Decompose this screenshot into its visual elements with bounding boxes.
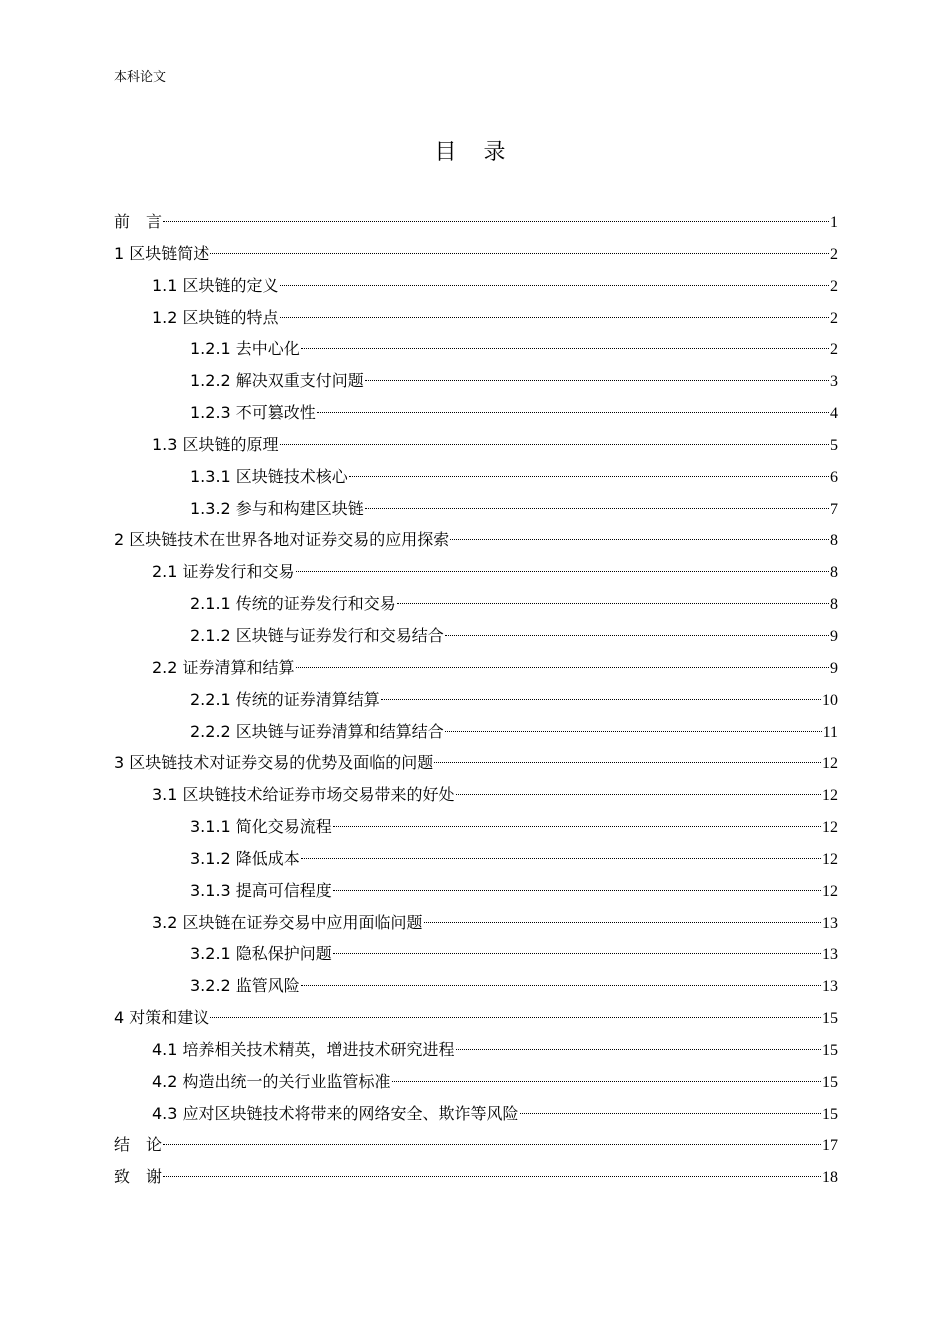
dot-leader — [163, 221, 829, 222]
dot-leader — [296, 667, 829, 668]
toc-entry-page-number: 15 — [822, 1010, 838, 1028]
page-header: 本科论文 — [114, 70, 167, 85]
dot-leader — [301, 348, 829, 349]
toc-entry-page-number: 3 — [830, 373, 838, 391]
toc-entry-page-number: 6 — [830, 468, 838, 486]
toc-entry[interactable] — [114, 524, 838, 556]
page-title: 目 录 — [434, 140, 516, 165]
toc-entry-label: 3.1.3 提高可信程度 — [190, 880, 332, 900]
toc-entry-label: 致 谢 — [114, 1167, 163, 1187]
toc-entry[interactable] — [114, 493, 838, 525]
toc-entry-label: 前 言 — [114, 212, 163, 231]
toc-entry-page-number: 13 — [822, 914, 838, 932]
toc-entry[interactable] — [114, 843, 838, 875]
toc-entry[interactable] — [114, 1002, 838, 1034]
toc-entry[interactable] — [114, 652, 838, 684]
dot-leader — [296, 571, 829, 572]
dot-leader — [456, 1049, 821, 1050]
toc-entry-label: 2.1.1 传统的证券发行和交易 — [190, 594, 396, 614]
toc-entry-label: 1.2.2 解决双重支付问题 — [190, 371, 364, 391]
toc-entry-page-number: 2 — [830, 309, 838, 327]
toc-entry-page-number: 4 — [830, 405, 838, 423]
dot-leader — [445, 635, 829, 636]
toc-entry-label: 3.1 区块链技术给证券市场交易带来的好处 — [152, 785, 455, 805]
toc-entry-label: 1 区块链简述 — [114, 243, 210, 263]
toc-entry-label: 4.3 应对区块链技术将带来的网络安全、欺诈等风险 — [152, 1103, 519, 1123]
toc-entry[interactable] — [114, 1098, 838, 1130]
dot-leader — [163, 1176, 821, 1177]
toc-entry-label: 4 对策和建议 — [114, 1008, 210, 1028]
dot-leader — [210, 1017, 821, 1018]
toc-entry-label: 2.1 证券发行和交易 — [152, 562, 295, 582]
toc-entry-label: 3.2.1 隐私保护问题 — [190, 944, 332, 964]
toc-entry-page-number: 10 — [822, 691, 838, 709]
dot-leader — [333, 826, 821, 827]
toc-entry-page-number: 9 — [830, 659, 838, 677]
toc-entry[interactable] — [114, 907, 838, 939]
toc-entry-label: 4.1 培养相关技术精英，增进技术研究进程 — [152, 1039, 455, 1059]
dot-leader — [333, 953, 821, 954]
toc-entry-label: 1.3.2 参与和构建区块链 — [190, 498, 364, 518]
toc-entry-page-number: 12 — [822, 755, 838, 773]
toc-entry[interactable] — [114, 1066, 838, 1098]
toc-entry-label: 2.2.1 传统的证券清算结算 — [190, 689, 380, 709]
dot-leader — [349, 476, 829, 477]
toc-entry[interactable] — [114, 397, 838, 429]
toc-entry-page-number: 11 — [822, 723, 838, 741]
dot-leader — [301, 858, 821, 859]
toc-entry-label: 结 论 — [114, 1135, 163, 1155]
toc-entry[interactable] — [114, 588, 838, 620]
toc-entry-page-number: 13 — [822, 978, 838, 996]
toc-entry[interactable] — [114, 556, 838, 588]
toc-entry[interactable] — [114, 302, 838, 334]
dot-leader — [210, 253, 829, 254]
toc-entry[interactable] — [114, 238, 838, 270]
dot-leader — [365, 508, 829, 509]
toc-entry[interactable] — [114, 684, 838, 716]
toc-entry-page-number: 7 — [830, 500, 838, 518]
toc-entry-page-number: 9 — [830, 627, 838, 645]
toc-entry[interactable] — [114, 747, 838, 779]
toc-entry-page-number: 15 — [822, 1073, 838, 1091]
toc-entry-label: 4.2 构造出统一的关行业监管标准 — [152, 1071, 391, 1091]
toc-entry-page-number: 8 — [830, 532, 838, 550]
toc-entry-page-number: 2 — [830, 245, 838, 263]
toc-entry-label: 3.1.1 简化交易流程 — [190, 817, 332, 837]
toc-entry-label: 1.3.1 区块链技术核心 — [190, 466, 348, 486]
toc-entry[interactable] — [114, 970, 838, 1002]
toc-entry-label: 3.1.2 降低成本 — [190, 848, 300, 868]
toc-entry[interactable] — [114, 875, 838, 907]
toc-entry[interactable] — [114, 461, 838, 493]
toc-entry-label: 3.2 区块链在证券交易中应用面临问题 — [152, 912, 423, 932]
toc-entry-label: 1.3 区块链的原理 — [152, 434, 279, 454]
toc-entry-label: 1.2 区块链的特点 — [152, 307, 279, 327]
toc-entry[interactable] — [114, 206, 838, 238]
toc-entry-label: 1.2.3 不可篡改性 — [190, 403, 316, 423]
toc-entry[interactable] — [114, 1129, 838, 1161]
toc-entry[interactable] — [114, 779, 838, 811]
toc-entry-label: 2.2 证券清算和结算 — [152, 657, 295, 677]
toc-entry-page-number: 17 — [822, 1137, 838, 1155]
toc-entry-label: 3.2.2 监管风险 — [190, 976, 300, 996]
dot-leader — [301, 985, 821, 986]
toc-entry[interactable] — [114, 938, 838, 970]
toc-entry-label: 3 区块链技术对证券交易的优势及面临的问题 — [114, 753, 434, 773]
dot-leader — [392, 1081, 821, 1082]
toc-entry-page-number: 12 — [822, 850, 838, 868]
toc-entry[interactable] — [114, 365, 838, 397]
toc-entry-page-number: 1 — [830, 214, 838, 231]
toc-entry-page-number: 12 — [822, 882, 838, 900]
dot-leader — [397, 603, 829, 604]
toc-entry-page-number: 8 — [830, 596, 838, 614]
toc-entry-label: 2 区块链技术在世界各地对证券交易的应用探索 — [114, 530, 450, 550]
toc-entry[interactable] — [114, 1034, 838, 1066]
toc-entry[interactable] — [114, 716, 838, 748]
toc-entry-label: 1.2.1 去中心化 — [190, 339, 300, 359]
dot-leader — [163, 1144, 821, 1145]
dot-leader — [280, 285, 829, 286]
dot-leader — [365, 380, 829, 381]
toc-entry-label: 2.2.2 区块链与证券清算和结算结合 — [190, 721, 444, 741]
dot-leader — [456, 794, 821, 795]
dot-leader — [450, 539, 829, 540]
dot-leader — [424, 922, 821, 923]
dot-leader — [333, 890, 821, 891]
dot-leader — [317, 412, 829, 413]
dot-leader — [434, 762, 821, 763]
toc-entry-page-number: 13 — [822, 946, 838, 964]
toc-entry-page-number: 15 — [822, 1105, 838, 1123]
toc-entry-label: 2.1.2 区块链与证券发行和交易结合 — [190, 625, 444, 645]
toc-entry[interactable] — [114, 811, 838, 843]
dot-leader — [520, 1113, 821, 1114]
toc-entry-page-number: 15 — [822, 1041, 838, 1059]
dot-leader — [280, 444, 829, 445]
toc-entry[interactable] — [114, 333, 838, 365]
toc-entry[interactable] — [114, 1161, 838, 1193]
toc-entry-label: 1.1 区块链的定义 — [152, 275, 279, 295]
toc-entry-page-number: 8 — [830, 564, 838, 582]
toc-entry-page-number: 12 — [822, 787, 838, 805]
toc-entry-page-number: 5 — [830, 436, 838, 454]
dot-leader — [381, 699, 821, 700]
dot-leader — [280, 317, 829, 318]
toc-entry-page-number: 12 — [822, 819, 838, 837]
table-of-contents — [114, 206, 838, 1193]
dot-leader — [445, 731, 822, 732]
toc-entry-page-number: 18 — [822, 1169, 838, 1187]
toc-entry[interactable] — [114, 620, 838, 652]
toc-entry[interactable] — [114, 429, 838, 461]
toc-entry-page-number: 2 — [830, 341, 838, 359]
toc-entry[interactable] — [114, 270, 838, 302]
toc-entry-page-number: 2 — [830, 277, 838, 295]
